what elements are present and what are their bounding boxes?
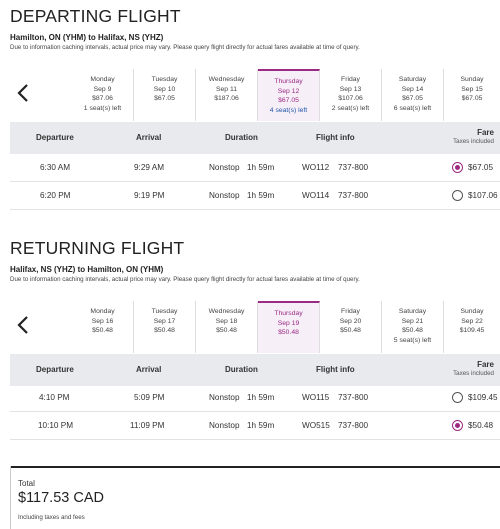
chevron-left-icon	[16, 83, 30, 103]
date-cell[interactable]	[320, 301, 382, 353]
date-day: Sep 11	[215, 85, 238, 93]
arrival-time: 9:19 PM	[134, 191, 165, 200]
arrival-time: 11:09 PM	[130, 421, 165, 430]
fare-radio[interactable]	[452, 392, 463, 403]
duration: 1h 59m	[247, 191, 275, 200]
departing-route: Hamilton, ON (YHM) to Halifax, NS (YHZ)	[10, 33, 164, 42]
returning-disclaimer: Due to information caching intervals, actual price may vary. Please query flight directly for actual fares available at time of query.	[10, 276, 360, 283]
total-value: $117.53 CAD	[18, 490, 104, 506]
date-day: Sep 22	[461, 317, 483, 325]
date-weekday: Wednesday	[208, 308, 245, 315]
date-cell[interactable]	[72, 69, 134, 121]
date-day: Sep 12	[277, 87, 300, 95]
date-weekday: Saturday	[398, 76, 427, 83]
date-day: Sep 17	[153, 317, 176, 325]
date-cell[interactable]	[444, 301, 500, 353]
departure-time: 6:30 AM	[40, 163, 71, 172]
date-price: $50.48	[278, 329, 299, 336]
date-seats: 6 seat(s) left	[393, 104, 432, 112]
departure-time: 10:10 PM	[38, 421, 74, 430]
flight-number: WO515	[302, 421, 330, 430]
date-seats: 4 seat(s) left	[269, 106, 308, 114]
fare-price: $109.45	[468, 393, 498, 402]
aircraft: 737-800	[338, 163, 369, 172]
fare-radio[interactable]	[452, 420, 463, 431]
departure-time: 4:10 PM	[39, 393, 70, 402]
date-cell[interactable]	[196, 69, 258, 121]
fare-radio[interactable]	[452, 162, 463, 173]
fare-radio[interactable]	[452, 190, 463, 201]
date-weekday: Sunday	[460, 76, 484, 83]
date-cell[interactable]	[196, 301, 258, 353]
stops: Nonstop	[209, 191, 240, 200]
col-departure: Departure	[36, 365, 74, 374]
date-cell-selected[interactable]	[258, 69, 320, 121]
date-seats: 2 seat(s) left	[331, 104, 370, 112]
date-seats: 5 seat(s) left	[393, 336, 432, 344]
aircraft: 737-800	[338, 191, 369, 200]
date-cell[interactable]	[134, 301, 196, 353]
flight-row[interactable]	[10, 182, 500, 210]
prev-week-button[interactable]	[10, 312, 36, 338]
departing-title: DEPARTING FLIGHT	[10, 6, 181, 26]
date-day: Sep 20	[339, 317, 362, 325]
date-day: Sep 21	[401, 317, 424, 325]
returning-date-strip	[0, 297, 500, 353]
duration: 1h 59m	[247, 393, 275, 402]
date-cell[interactable]	[382, 301, 444, 353]
flight-row[interactable]	[10, 384, 500, 412]
date-weekday: Thursday	[274, 78, 303, 85]
date-day: Sep 13	[339, 85, 362, 93]
date-day: Sep 9	[93, 85, 112, 93]
total-divider	[10, 466, 500, 468]
departing-date-strip	[0, 65, 500, 121]
date-weekday: Saturday	[398, 308, 427, 315]
returning-route: Halifax, NS (YHZ) to Hamilton, ON (YHM)	[10, 265, 164, 274]
date-price: $109.45	[459, 327, 485, 334]
date-price: $50.48	[154, 327, 175, 334]
col-duration: Duration	[225, 133, 258, 142]
date-day: Sep 18	[215, 317, 238, 325]
flight-number: WO115	[302, 393, 330, 402]
chevron-left-icon	[16, 315, 30, 335]
date-price: $67.05	[154, 95, 175, 102]
date-cell[interactable]	[444, 69, 500, 121]
date-day: Sep 19	[277, 319, 300, 327]
date-weekday: Monday	[90, 76, 115, 83]
date-price: $187.06	[214, 95, 239, 102]
arrival-time: 9:29 AM	[134, 163, 165, 172]
stops: Nonstop	[209, 393, 240, 402]
prev-week-button[interactable]	[10, 80, 36, 106]
fare-sublabel: Taxes included	[453, 370, 494, 377]
col-duration: Duration	[225, 365, 258, 374]
departure-time: 6:20 PM	[40, 191, 71, 200]
date-weekday: Sunday	[460, 308, 484, 315]
date-weekday: Friday	[341, 76, 360, 83]
date-cell[interactable]	[72, 301, 134, 353]
fare-label: Fare	[477, 360, 494, 369]
departing-disclaimer: Due to information caching intervals, actual price may vary. Please query flight directly for actual fares available at time of query.	[10, 44, 360, 51]
aircraft: 737-800	[338, 393, 369, 402]
date-cell[interactable]	[382, 69, 444, 121]
date-seats: 1 seat(s) left	[83, 104, 122, 112]
duration: 1h 59m	[247, 421, 275, 430]
date-price: $50.48	[216, 327, 237, 334]
flight-row[interactable]	[10, 154, 500, 182]
col-flight-info: Flight info	[316, 133, 355, 142]
col-fare	[453, 360, 494, 377]
stops: Nonstop	[209, 163, 240, 172]
date-day: Sep 15	[461, 85, 483, 93]
duration: 1h 59m	[247, 163, 275, 172]
date-price: $87.06	[92, 95, 113, 102]
date-price: $50.48	[340, 327, 361, 334]
date-day: Sep 10	[153, 85, 176, 93]
date-price: $50.48	[92, 327, 113, 334]
flight-number: WO114	[302, 191, 330, 200]
date-price: $67.05	[461, 95, 483, 102]
flight-row[interactable]	[10, 412, 500, 440]
date-weekday: Wednesday	[208, 76, 245, 83]
col-flight-info: Flight info	[316, 365, 355, 374]
date-day: Sep 16	[91, 317, 114, 325]
aircraft: 737-800	[338, 421, 369, 430]
date-weekday: Monday	[90, 308, 115, 315]
arrival-time: 5:09 PM	[134, 393, 165, 402]
returning-table-header	[10, 354, 500, 386]
total-left-rule	[10, 466, 11, 529]
date-price: $50.48	[402, 327, 423, 334]
col-departure: Departure	[36, 133, 74, 142]
col-fare	[453, 128, 494, 145]
fare-price: $50.48	[468, 421, 494, 430]
date-weekday: Friday	[341, 308, 360, 315]
stops: Nonstop	[209, 421, 240, 430]
col-arrival: Arrival	[136, 365, 162, 374]
col-arrival: Arrival	[136, 133, 162, 142]
date-weekday: Tuesday	[151, 308, 178, 315]
date-day: Sep 14	[401, 85, 424, 93]
fare-label: Fare	[477, 128, 494, 137]
date-price: $67.05	[402, 95, 423, 102]
fare-sublabel: Taxes included	[453, 138, 494, 145]
total-sublabel: Including taxes and fees	[18, 514, 85, 521]
date-price: $107.06	[338, 95, 363, 102]
date-weekday: Tuesday	[151, 76, 178, 83]
flight-number: WO112	[302, 163, 330, 172]
date-cell-selected[interactable]	[258, 301, 320, 353]
date-price: $67.05	[278, 97, 299, 104]
date-cell[interactable]	[320, 69, 382, 121]
fare-price: $107.06	[468, 191, 498, 200]
returning-title: RETURNING FLIGHT	[10, 238, 185, 258]
date-cell[interactable]	[134, 69, 196, 121]
date-weekday: Thursday	[274, 310, 303, 317]
fare-price: $67.05	[468, 163, 494, 172]
departing-table-header	[10, 122, 500, 154]
total-label: Total	[18, 479, 35, 488]
